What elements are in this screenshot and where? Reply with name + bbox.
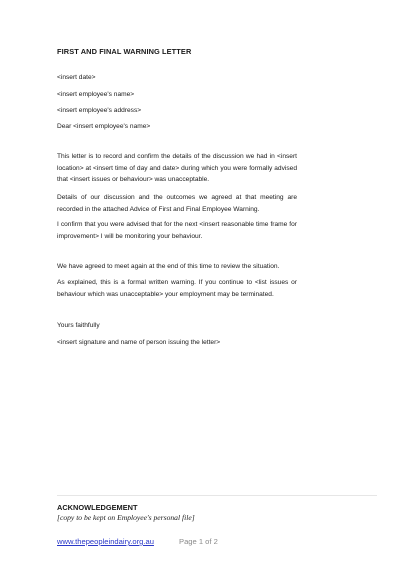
signature-placeholder: <insert signature and name of person issuing the letter>	[57, 339, 221, 346]
page-number: Page 1 of 2	[179, 537, 218, 546]
acknowledgement-note: [copy to be kept on Employee's personal file]	[57, 513, 195, 522]
paragraph-details: Details of our discussion and the outcomes we agreed at that meeting are recorded in the attached Advice of First and Final Employee Warning.	[57, 194, 297, 213]
paragraph-formal-warning: As explained, this is a formal written warning. If you continue to <list issues or behaviour which was unacceptable> your employment may be terminated.	[57, 279, 297, 298]
paragraph-monitoring: I confirm that you were advised that for the next <insert reasonable time frame for improvement> I will be monitoring your behaviour.	[57, 221, 297, 240]
paragraph-discussion: This letter is to record and confirm the details of the discussion we had in <insert location> at <insert time of day and date> during which you were formally advised that <insert issues or behaviour> was unacceptable.	[57, 153, 297, 183]
closing: Yours faithfully	[57, 322, 100, 329]
footer-divider	[57, 495, 377, 496]
letter-title: FIRST AND FINAL WARNING LETTER	[57, 47, 192, 56]
date-placeholder: <insert date>	[57, 74, 96, 81]
website-link[interactable]: www.thepeopleindairy.org.au	[57, 537, 154, 546]
employee-name-placeholder: <insert employee's name>	[57, 91, 135, 98]
paragraph-review: We have agreed to meet again at the end of this time to review the situation.	[57, 263, 280, 270]
salutation: Dear <insert employee's name>	[57, 123, 151, 130]
acknowledgement-title: ACKNOWLEDGEMENT	[57, 503, 138, 512]
employee-address-placeholder: <insert employee's address>	[57, 107, 142, 114]
